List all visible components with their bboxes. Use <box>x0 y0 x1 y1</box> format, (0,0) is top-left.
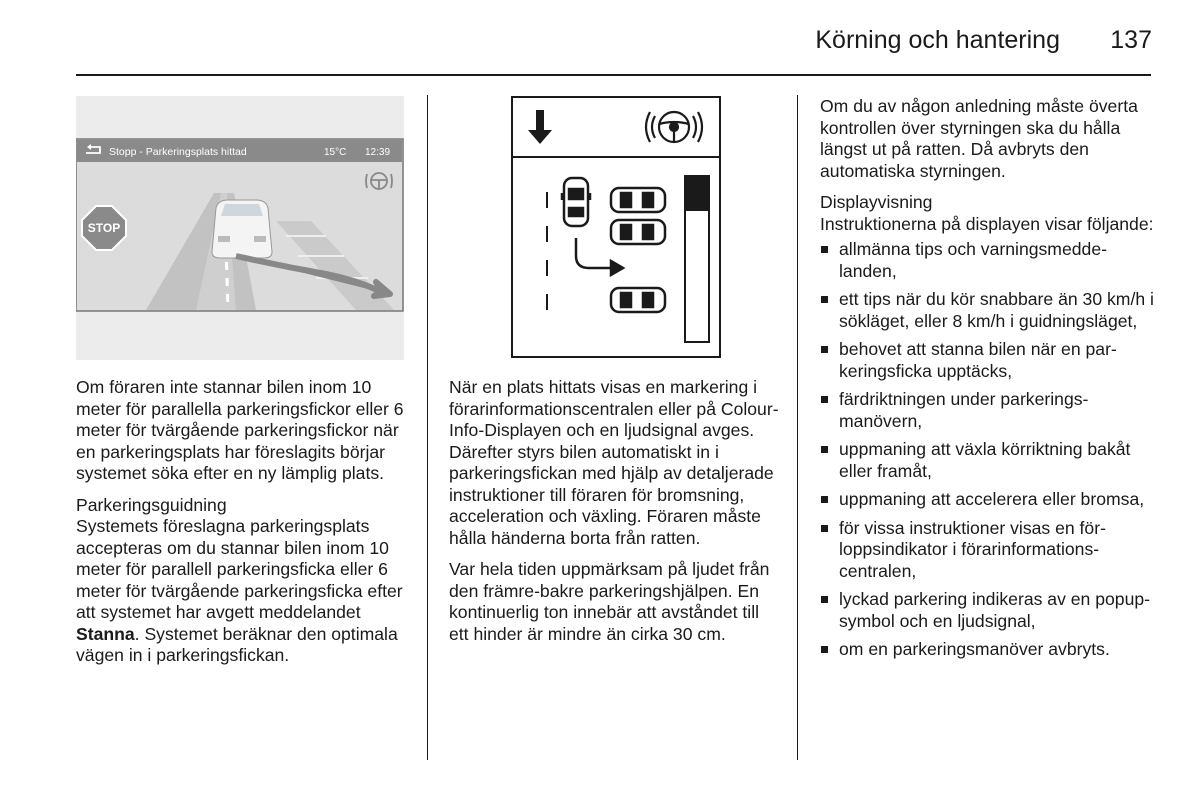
column-separator-2 <box>797 95 798 760</box>
list-item-text: uppmaning att accelerera eller bromsa, <box>839 489 1145 509</box>
parking-diagram-illustration <box>511 96 721 358</box>
svg-text:STOP: STOP <box>87 221 121 235</box>
list-item-text: om en parkeringsmanöver avbryts. <box>839 639 1110 659</box>
list-item <box>820 518 1154 583</box>
list-item-text: behovet att stanna bilen när en parkeringsficka upptäcks, <box>839 339 1117 381</box>
list-item <box>820 239 1154 282</box>
bullet-square-icon <box>821 396 828 403</box>
bullet-square-icon <box>821 525 828 532</box>
bullet-square-icon <box>821 346 828 353</box>
col2-paragraph-2: Var hela tiden uppmärksam på ljudet från den främre-bakre parkeringshjälpen. En kontinuerlig ton innebär att avståndet till ett hinder är mindre än cirka 30 cm. <box>449 559 770 644</box>
car-icon <box>212 200 272 258</box>
page-number: 137 <box>1110 26 1152 54</box>
display-info-list <box>820 239 1154 661</box>
list-item-text: färdriktningen under parkeringsmanövern, <box>839 389 1089 431</box>
list-item <box>820 589 1154 632</box>
column-2 <box>449 377 783 655</box>
col3-heading: Displayvisning <box>820 192 933 212</box>
stop-sign-icon <box>82 206 126 250</box>
list-item <box>820 639 1154 661</box>
bullet-square-icon <box>821 596 828 603</box>
bullet-square-icon <box>821 246 828 253</box>
col3-paragraph-1: Om du av någon anledning måste överta kontrollen över styrningen ska du hålla längst ut på ratten. Då avbryts den automatiska styrningen. <box>820 96 1138 181</box>
col1-paragraph-2: Systemets föreslagna parkeringsplats accepteras om du stannar bilen inom 10 meter för parallell parkeringsficka eller 6 meter för tvärgående parkeringsficka efter att systemet har avgett meddelandet Stanna. Systemet beräknar den optimala vägen in i parkeringsfickan. <box>76 516 403 665</box>
bullet-square-icon <box>821 296 828 303</box>
list-item-text: uppmaning att växla körriktning bakåt eller framåt, <box>839 439 1131 481</box>
bullet-square-icon <box>821 446 828 453</box>
bullet-square-icon <box>821 496 828 503</box>
bullet-square-icon <box>821 646 828 653</box>
list-item <box>820 389 1154 432</box>
list-item-text: allmänna tips och varningsmeddelanden, <box>839 239 1107 281</box>
figure-display-screen <box>76 96 404 360</box>
progress-indicator <box>685 176 709 342</box>
stanna-keyword: Stanna <box>76 623 135 644</box>
list-item-text: lyckad parkering indikeras av en popup-symbol och en ljudsignal, <box>839 589 1151 631</box>
list-item <box>820 339 1154 382</box>
column-3 <box>820 96 1154 668</box>
col1-paragraph-1: Om föraren inte stannar bilen inom 10 meter för parallella parkeringsfickor eller 6 meter för tvärgående parkeringsfickor när en parkeringsplats har föreslagits börjar systemet söka efter en ny lämplig plats. <box>76 377 404 483</box>
list-item-text: ett tips när du kör snabbare än 30 km/h i sökläget, eller 8 km/h i guidningsläget, <box>839 289 1154 331</box>
list-item-text: för vissa instruktioner visas en förloppsindikator i förarinformationscentralen, <box>839 517 1106 581</box>
list-item <box>820 489 1154 511</box>
display-title: Stopp - Parkeringsplats hittad <box>109 146 247 158</box>
column-separator-1 <box>427 95 428 760</box>
header-rule <box>76 74 1151 76</box>
col1-heading: Parkeringsguidning <box>76 494 227 515</box>
display-screen-illustration <box>76 96 404 360</box>
column-1 <box>76 377 411 677</box>
display-time: 12:39 <box>365 147 391 158</box>
section-title: Körning och hantering <box>815 26 1060 54</box>
display-temperature: 15°C <box>324 147 347 158</box>
col3-intro: Instruktionerna på displayen visar följande: <box>820 213 1154 234</box>
col2-paragraph-1: När en plats hittats visas en markering i förarinformationscentralen eller på Colour-Info-Displayen och en ljudsignal avges. Därefter styrs bilen automatiskt in i parkeringsfickan med hjälp av detaljerade instruktioner till föraren för bromsning, acceleration och växling. Föraren måste hålla händerna borta från ratten. <box>449 377 779 548</box>
figure-parking-diagram <box>511 96 721 358</box>
list-item <box>820 439 1154 482</box>
list-item <box>820 289 1154 332</box>
